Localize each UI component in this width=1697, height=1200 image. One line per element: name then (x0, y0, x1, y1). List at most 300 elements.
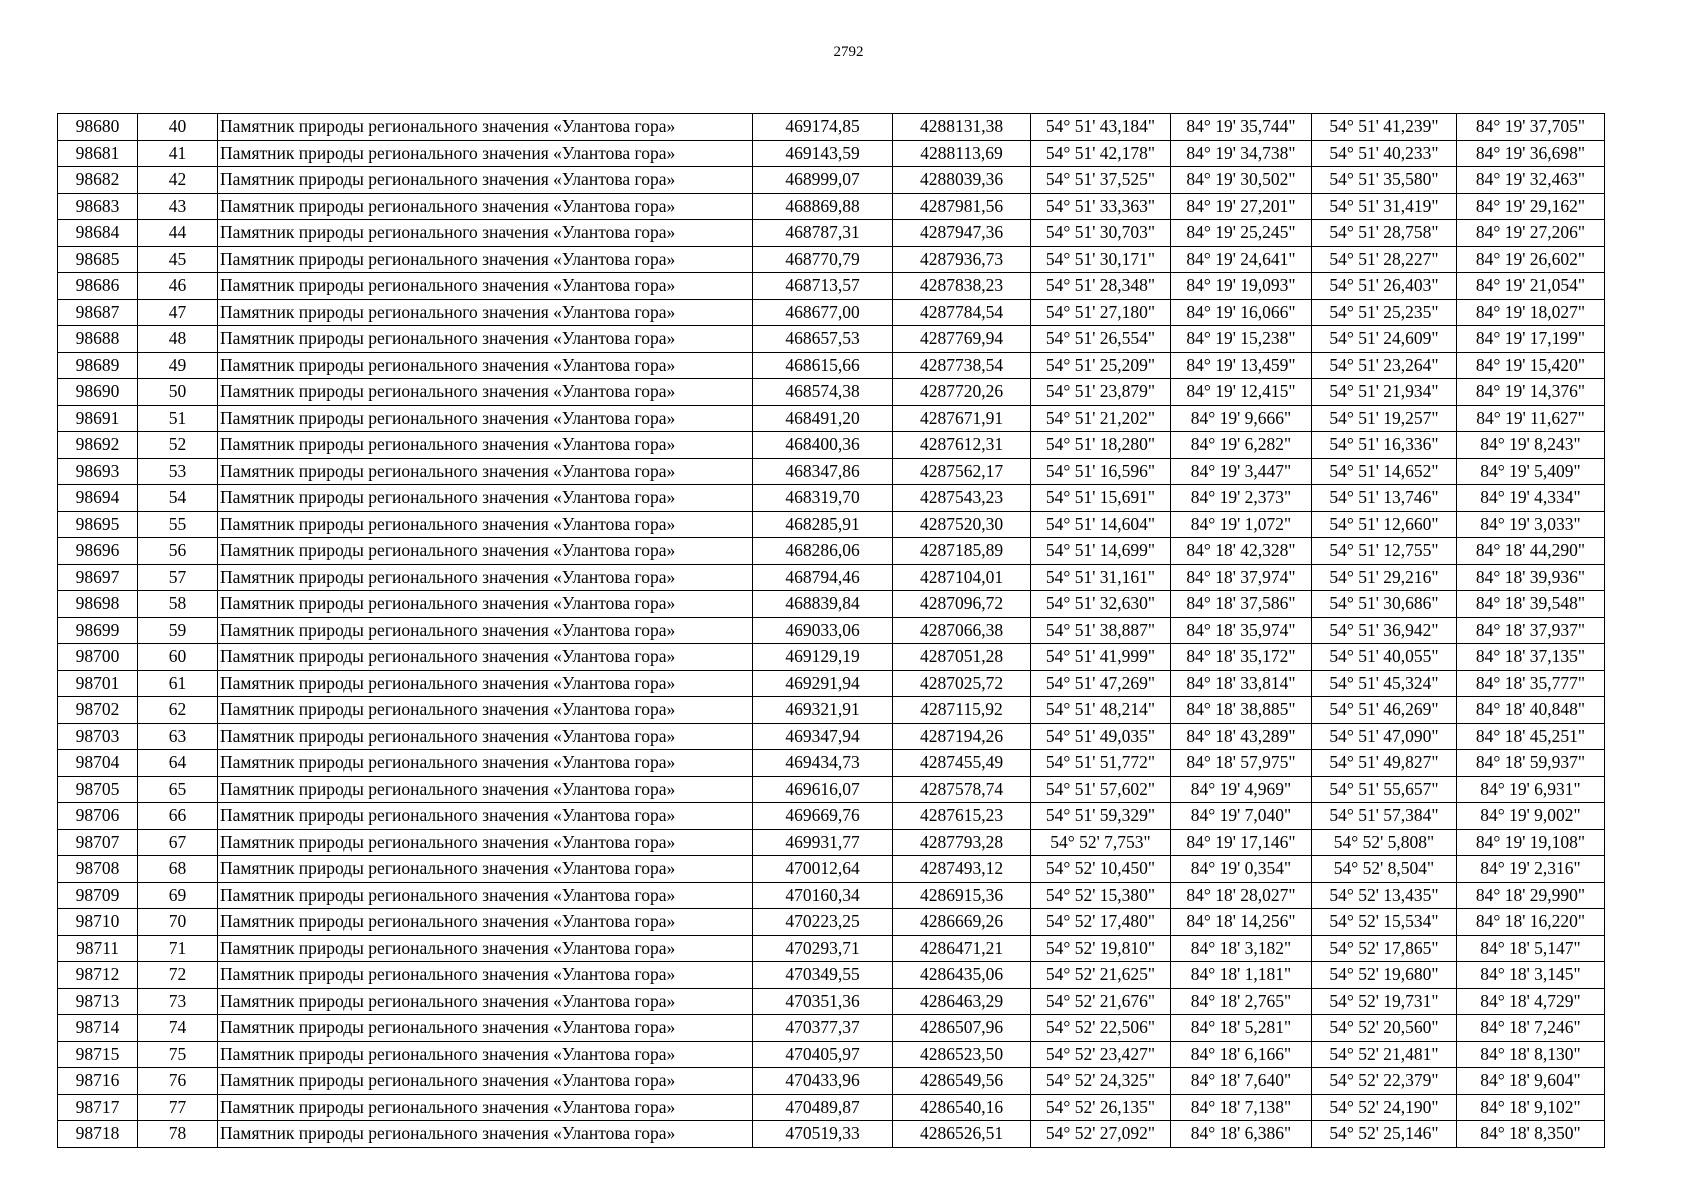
longitude-cell: 84° 19' 4,969" (1171, 776, 1312, 803)
record-number-cell: 98685 (58, 246, 138, 273)
object-name-cell: Памятник природы регионального значения «Улантова гора» (218, 114, 753, 141)
y-coordinate-cell: 4286549,56 (893, 1068, 1031, 1095)
x-coordinate-cell: 469174,85 (753, 114, 893, 141)
latitude-alt-cell: 54° 51' 25,235" (1312, 299, 1457, 326)
page-number: 2792 (833, 44, 864, 60)
longitude-alt-cell: 84° 18' 37,135" (1457, 644, 1605, 671)
y-coordinate-cell: 4286507,96 (893, 1015, 1031, 1042)
latitude-cell: 54° 51' 59,329" (1031, 803, 1171, 830)
x-coordinate-cell: 468839,84 (753, 591, 893, 618)
latitude-alt-cell: 54° 51' 49,827" (1312, 750, 1457, 777)
longitude-cell: 84° 19' 0,354" (1171, 856, 1312, 883)
point-number-cell: 58 (138, 591, 218, 618)
record-number-cell: 98704 (58, 750, 138, 777)
longitude-alt-cell: 84° 18' 44,290" (1457, 538, 1605, 565)
point-number-cell: 54 (138, 485, 218, 512)
record-number-cell: 98708 (58, 856, 138, 883)
latitude-alt-cell: 54° 52' 17,865" (1312, 935, 1457, 962)
longitude-cell: 84° 19' 24,641" (1171, 246, 1312, 273)
longitude-alt-cell: 84° 18' 29,990" (1457, 882, 1605, 909)
latitude-alt-cell: 54° 51' 28,227" (1312, 246, 1457, 273)
longitude-cell: 84° 19' 13,459" (1171, 352, 1312, 379)
latitude-alt-cell: 54° 52' 19,731" (1312, 988, 1457, 1015)
object-name-cell: Памятник природы регионального значения «Улантова гора» (218, 988, 753, 1015)
longitude-alt-cell: 84° 19' 2,316" (1457, 856, 1605, 883)
record-number-cell: 98699 (58, 617, 138, 644)
latitude-cell: 54° 52' 21,676" (1031, 988, 1171, 1015)
y-coordinate-cell: 4287936,73 (893, 246, 1031, 273)
x-coordinate-cell: 470405,97 (753, 1041, 893, 1068)
record-number-cell: 98701 (58, 670, 138, 697)
longitude-alt-cell: 84° 19' 27,206" (1457, 220, 1605, 247)
x-coordinate-cell: 468615,66 (753, 352, 893, 379)
point-number-cell: 43 (138, 193, 218, 220)
latitude-alt-cell: 54° 51' 30,686" (1312, 591, 1457, 618)
longitude-alt-cell: 84° 18' 35,777" (1457, 670, 1605, 697)
longitude-alt-cell: 84° 19' 37,705" (1457, 114, 1605, 141)
object-name-cell: Памятник природы регионального значения «Улантова гора» (218, 803, 753, 830)
longitude-cell: 84° 19' 2,373" (1171, 485, 1312, 512)
latitude-cell: 54° 52' 22,506" (1031, 1015, 1171, 1042)
longitude-cell: 84° 18' 28,027" (1171, 882, 1312, 909)
x-coordinate-cell: 468999,07 (753, 167, 893, 194)
coordinates-table-container (57, 113, 1604, 1148)
y-coordinate-cell: 4287543,23 (893, 485, 1031, 512)
x-coordinate-cell: 469616,07 (753, 776, 893, 803)
latitude-cell: 54° 51' 42,178" (1031, 140, 1171, 167)
latitude-alt-cell: 54° 51' 24,609" (1312, 326, 1457, 353)
point-number-cell: 47 (138, 299, 218, 326)
point-number-cell: 48 (138, 326, 218, 353)
record-number-cell: 98690 (58, 379, 138, 406)
y-coordinate-cell: 4287615,23 (893, 803, 1031, 830)
latitude-cell: 54° 52' 27,092" (1031, 1121, 1171, 1148)
record-number-cell: 98700 (58, 644, 138, 671)
longitude-cell: 84° 18' 7,640" (1171, 1068, 1312, 1095)
record-number-cell: 98682 (58, 167, 138, 194)
object-name-cell: Памятник природы регионального значения «Улантова гора» (218, 432, 753, 459)
longitude-alt-cell: 84° 18' 16,220" (1457, 909, 1605, 936)
point-number-cell: 60 (138, 644, 218, 671)
longitude-alt-cell: 84° 18' 39,936" (1457, 564, 1605, 591)
longitude-alt-cell: 84° 18' 9,604" (1457, 1068, 1605, 1095)
y-coordinate-cell: 4287981,56 (893, 193, 1031, 220)
longitude-cell: 84° 19' 30,502" (1171, 167, 1312, 194)
y-coordinate-cell: 4287455,49 (893, 750, 1031, 777)
longitude-cell: 84° 19' 12,415" (1171, 379, 1312, 406)
latitude-alt-cell: 54° 51' 45,324" (1312, 670, 1457, 697)
table-row (58, 273, 1605, 300)
y-coordinate-cell: 4287838,23 (893, 273, 1031, 300)
record-number-cell: 98705 (58, 776, 138, 803)
latitude-alt-cell: 54° 51' 55,657" (1312, 776, 1457, 803)
object-name-cell: Памятник природы регионального значения «Улантова гора» (218, 1041, 753, 1068)
longitude-cell: 84° 19' 25,245" (1171, 220, 1312, 247)
latitude-alt-cell: 54° 51' 23,264" (1312, 352, 1457, 379)
x-coordinate-cell: 468657,53 (753, 326, 893, 353)
point-number-cell: 67 (138, 829, 218, 856)
object-name-cell: Памятник природы регионального значения «Улантова гора» (218, 882, 753, 909)
latitude-cell: 54° 51' 21,202" (1031, 405, 1171, 432)
latitude-cell: 54° 51' 26,554" (1031, 326, 1171, 353)
table-row (58, 246, 1605, 273)
x-coordinate-cell: 470293,71 (753, 935, 893, 962)
latitude-cell: 54° 51' 37,525" (1031, 167, 1171, 194)
table-row (58, 326, 1605, 353)
x-coordinate-cell: 470349,55 (753, 962, 893, 989)
table-row (58, 644, 1605, 671)
x-coordinate-cell: 469143,59 (753, 140, 893, 167)
longitude-alt-cell: 84° 19' 21,054" (1457, 273, 1605, 300)
y-coordinate-cell: 4287562,17 (893, 458, 1031, 485)
object-name-cell: Памятник природы регионального значения «Улантова гора» (218, 1094, 753, 1121)
longitude-cell: 84° 19' 15,238" (1171, 326, 1312, 353)
record-number-cell: 98706 (58, 803, 138, 830)
latitude-cell: 54° 51' 16,596" (1031, 458, 1171, 485)
latitude-alt-cell: 54° 51' 31,419" (1312, 193, 1457, 220)
table-row (58, 829, 1605, 856)
y-coordinate-cell: 4287671,91 (893, 405, 1031, 432)
longitude-alt-cell: 84° 19' 9,002" (1457, 803, 1605, 830)
record-number-cell: 98714 (58, 1015, 138, 1042)
longitude-cell: 84° 18' 35,172" (1171, 644, 1312, 671)
record-number-cell: 98696 (58, 538, 138, 565)
record-number-cell: 98698 (58, 591, 138, 618)
object-name-cell: Памятник природы регионального значения «Улантова гора» (218, 564, 753, 591)
record-number-cell: 98716 (58, 1068, 138, 1095)
latitude-cell: 54° 51' 31,161" (1031, 564, 1171, 591)
object-name-cell: Памятник природы регионального значения «Улантова гора» (218, 697, 753, 724)
y-coordinate-cell: 4287066,38 (893, 617, 1031, 644)
y-coordinate-cell: 4286471,21 (893, 935, 1031, 962)
record-number-cell: 98697 (58, 564, 138, 591)
latitude-cell: 54° 52' 7,753" (1031, 829, 1171, 856)
x-coordinate-cell: 469347,94 (753, 723, 893, 750)
table-row (58, 379, 1605, 406)
table-row (58, 617, 1605, 644)
point-number-cell: 51 (138, 405, 218, 432)
x-coordinate-cell: 468491,20 (753, 405, 893, 432)
object-name-cell: Памятник природы регионального значения «Улантова гора» (218, 193, 753, 220)
record-number-cell: 98709 (58, 882, 138, 909)
latitude-cell: 54° 51' 30,171" (1031, 246, 1171, 273)
y-coordinate-cell: 4287115,92 (893, 697, 1031, 724)
longitude-cell: 84° 18' 57,975" (1171, 750, 1312, 777)
record-number-cell: 98717 (58, 1094, 138, 1121)
point-number-cell: 50 (138, 379, 218, 406)
latitude-alt-cell: 54° 51' 46,269" (1312, 697, 1457, 724)
point-number-cell: 75 (138, 1041, 218, 1068)
object-name-cell: Памятник природы регионального значения «Улантова гора» (218, 1015, 753, 1042)
x-coordinate-cell: 470160,34 (753, 882, 893, 909)
object-name-cell: Памятник природы регионального значения «Улантова гора» (218, 511, 753, 538)
table-row (58, 776, 1605, 803)
latitude-cell: 54° 51' 14,699" (1031, 538, 1171, 565)
y-coordinate-cell: 4288131,38 (893, 114, 1031, 141)
x-coordinate-cell: 470012,64 (753, 856, 893, 883)
x-coordinate-cell: 470519,33 (753, 1121, 893, 1148)
table-row (58, 591, 1605, 618)
point-number-cell: 41 (138, 140, 218, 167)
x-coordinate-cell: 470223,25 (753, 909, 893, 936)
latitude-alt-cell: 54° 51' 57,384" (1312, 803, 1457, 830)
longitude-cell: 84° 18' 33,814" (1171, 670, 1312, 697)
table-row (58, 458, 1605, 485)
object-name-cell: Памятник природы регионального значения «Улантова гора» (218, 273, 753, 300)
y-coordinate-cell: 4287793,28 (893, 829, 1031, 856)
point-number-cell: 66 (138, 803, 218, 830)
record-number-cell: 98702 (58, 697, 138, 724)
y-coordinate-cell: 4287520,30 (893, 511, 1031, 538)
point-number-cell: 52 (138, 432, 218, 459)
y-coordinate-cell: 4287096,72 (893, 591, 1031, 618)
point-number-cell: 73 (138, 988, 218, 1015)
latitude-cell: 54° 51' 51,772" (1031, 750, 1171, 777)
longitude-cell: 84° 19' 17,146" (1171, 829, 1312, 856)
record-number-cell: 98681 (58, 140, 138, 167)
longitude-cell: 84° 19' 16,066" (1171, 299, 1312, 326)
object-name-cell: Памятник природы регионального значения «Улантова гора» (218, 458, 753, 485)
object-name-cell: Памятник природы регионального значения «Улантова гора» (218, 246, 753, 273)
longitude-alt-cell: 84° 18' 40,848" (1457, 697, 1605, 724)
latitude-cell: 54° 51' 49,035" (1031, 723, 1171, 750)
latitude-cell: 54° 52' 26,135" (1031, 1094, 1171, 1121)
table-row (58, 988, 1605, 1015)
table-row (58, 909, 1605, 936)
longitude-alt-cell: 84° 18' 3,145" (1457, 962, 1605, 989)
latitude-cell: 54° 51' 41,999" (1031, 644, 1171, 671)
x-coordinate-cell: 468794,46 (753, 564, 893, 591)
table-row (58, 538, 1605, 565)
latitude-cell: 54° 51' 18,280" (1031, 432, 1171, 459)
x-coordinate-cell: 470489,87 (753, 1094, 893, 1121)
object-name-cell: Памятник природы регионального значения «Улантова гора» (218, 591, 753, 618)
latitude-alt-cell: 54° 51' 21,934" (1312, 379, 1457, 406)
object-name-cell: Памятник природы регионального значения «Улантова гора» (218, 538, 753, 565)
record-number-cell: 98695 (58, 511, 138, 538)
latitude-cell: 54° 51' 23,879" (1031, 379, 1171, 406)
longitude-cell: 84° 19' 7,040" (1171, 803, 1312, 830)
x-coordinate-cell: 469129,19 (753, 644, 893, 671)
object-name-cell: Памятник природы регионального значения «Улантова гора» (218, 326, 753, 353)
x-coordinate-cell: 470377,37 (753, 1015, 893, 1042)
longitude-alt-cell: 84° 19' 32,463" (1457, 167, 1605, 194)
longitude-alt-cell: 84° 18' 45,251" (1457, 723, 1605, 750)
longitude-alt-cell: 84° 19' 19,108" (1457, 829, 1605, 856)
y-coordinate-cell: 4286669,26 (893, 909, 1031, 936)
longitude-cell: 84° 19' 1,072" (1171, 511, 1312, 538)
point-number-cell: 45 (138, 246, 218, 273)
y-coordinate-cell: 4286526,51 (893, 1121, 1031, 1148)
object-name-cell: Памятник природы регионального значения «Улантова гора» (218, 379, 753, 406)
latitude-alt-cell: 54° 51' 13,746" (1312, 485, 1457, 512)
latitude-cell: 54° 51' 30,703" (1031, 220, 1171, 247)
y-coordinate-cell: 4287738,54 (893, 352, 1031, 379)
point-number-cell: 49 (138, 352, 218, 379)
latitude-alt-cell: 54° 52' 21,481" (1312, 1041, 1457, 1068)
latitude-alt-cell: 54° 52' 22,379" (1312, 1068, 1457, 1095)
table-row (58, 485, 1605, 512)
y-coordinate-cell: 4287493,12 (893, 856, 1031, 883)
y-coordinate-cell: 4287769,94 (893, 326, 1031, 353)
longitude-alt-cell: 84° 19' 29,162" (1457, 193, 1605, 220)
point-number-cell: 69 (138, 882, 218, 909)
longitude-cell: 84° 18' 38,885" (1171, 697, 1312, 724)
table-row (58, 167, 1605, 194)
object-name-cell: Памятник природы регионального значения «Улантова гора» (218, 167, 753, 194)
longitude-alt-cell: 84° 18' 37,937" (1457, 617, 1605, 644)
x-coordinate-cell: 470351,36 (753, 988, 893, 1015)
table-row (58, 697, 1605, 724)
x-coordinate-cell: 469291,94 (753, 670, 893, 697)
point-number-cell: 76 (138, 1068, 218, 1095)
object-name-cell: Памятник природы регионального значения «Улантова гора» (218, 856, 753, 883)
point-number-cell: 63 (138, 723, 218, 750)
longitude-cell: 84° 18' 2,765" (1171, 988, 1312, 1015)
longitude-alt-cell: 84° 18' 39,548" (1457, 591, 1605, 618)
record-number-cell: 98711 (58, 935, 138, 962)
y-coordinate-cell: 4286435,06 (893, 962, 1031, 989)
y-coordinate-cell: 4286523,50 (893, 1041, 1031, 1068)
latitude-cell: 54° 51' 14,604" (1031, 511, 1171, 538)
longitude-alt-cell: 84° 19' 15,420" (1457, 352, 1605, 379)
x-coordinate-cell: 468770,79 (753, 246, 893, 273)
point-number-cell: 61 (138, 670, 218, 697)
record-number-cell: 98694 (58, 485, 138, 512)
object-name-cell: Памятник природы регионального значения «Улантова гора» (218, 644, 753, 671)
point-number-cell: 68 (138, 856, 218, 883)
latitude-alt-cell: 54° 52' 25,146" (1312, 1121, 1457, 1148)
longitude-alt-cell: 84° 18' 59,937" (1457, 750, 1605, 777)
record-number-cell: 98710 (58, 909, 138, 936)
latitude-alt-cell: 54° 51' 12,660" (1312, 511, 1457, 538)
record-number-cell: 98713 (58, 988, 138, 1015)
table-body (58, 114, 1605, 1148)
x-coordinate-cell: 468285,91 (753, 511, 893, 538)
object-name-cell: Памятник природы регионального значения «Улантова гора» (218, 962, 753, 989)
longitude-alt-cell: 84° 18' 5,147" (1457, 935, 1605, 962)
table-row (58, 803, 1605, 830)
latitude-cell: 54° 52' 21,625" (1031, 962, 1171, 989)
longitude-cell: 84° 19' 9,666" (1171, 405, 1312, 432)
table-row (58, 220, 1605, 247)
longitude-cell: 84° 18' 6,386" (1171, 1121, 1312, 1148)
latitude-alt-cell: 54° 51' 40,233" (1312, 140, 1457, 167)
table-row (58, 114, 1605, 141)
record-number-cell: 98703 (58, 723, 138, 750)
latitude-cell: 54° 51' 38,887" (1031, 617, 1171, 644)
longitude-alt-cell: 84° 19' 6,931" (1457, 776, 1605, 803)
latitude-alt-cell: 54° 52' 8,504" (1312, 856, 1457, 883)
table-row (58, 962, 1605, 989)
longitude-cell: 84° 18' 3,182" (1171, 935, 1312, 962)
point-number-cell: 64 (138, 750, 218, 777)
longitude-alt-cell: 84° 19' 8,243" (1457, 432, 1605, 459)
longitude-cell: 84° 18' 6,166" (1171, 1041, 1312, 1068)
record-number-cell: 98688 (58, 326, 138, 353)
table-row (58, 352, 1605, 379)
point-number-cell: 42 (138, 167, 218, 194)
y-coordinate-cell: 4286915,36 (893, 882, 1031, 909)
latitude-cell: 54° 51' 47,269" (1031, 670, 1171, 697)
object-name-cell: Памятник природы регионального значения «Улантова гора» (218, 909, 753, 936)
object-name-cell: Памятник природы регионального значения «Улантова гора» (218, 220, 753, 247)
longitude-alt-cell: 84° 19' 11,627" (1457, 405, 1605, 432)
x-coordinate-cell: 469669,76 (753, 803, 893, 830)
point-number-cell: 71 (138, 935, 218, 962)
x-coordinate-cell: 469033,06 (753, 617, 893, 644)
longitude-cell: 84° 19' 19,093" (1171, 273, 1312, 300)
object-name-cell: Памятник природы регионального значения «Улантова гора» (218, 1068, 753, 1095)
longitude-alt-cell: 84° 19' 26,602" (1457, 246, 1605, 273)
table-row (58, 750, 1605, 777)
longitude-cell: 84° 19' 34,738" (1171, 140, 1312, 167)
latitude-cell: 54° 51' 48,214" (1031, 697, 1171, 724)
latitude-alt-cell: 54° 51' 28,758" (1312, 220, 1457, 247)
longitude-alt-cell: 84° 19' 4,334" (1457, 485, 1605, 512)
point-number-cell: 40 (138, 114, 218, 141)
record-number-cell: 98689 (58, 352, 138, 379)
latitude-alt-cell: 54° 51' 19,257" (1312, 405, 1457, 432)
y-coordinate-cell: 4287025,72 (893, 670, 1031, 697)
point-number-cell: 74 (138, 1015, 218, 1042)
x-coordinate-cell: 469434,73 (753, 750, 893, 777)
point-number-cell: 56 (138, 538, 218, 565)
longitude-alt-cell: 84° 18' 8,130" (1457, 1041, 1605, 1068)
point-number-cell: 53 (138, 458, 218, 485)
coordinates-table (57, 113, 1605, 1148)
point-number-cell: 62 (138, 697, 218, 724)
x-coordinate-cell: 468347,86 (753, 458, 893, 485)
x-coordinate-cell: 468286,06 (753, 538, 893, 565)
longitude-alt-cell: 84° 18' 8,350" (1457, 1121, 1605, 1148)
y-coordinate-cell: 4287104,01 (893, 564, 1031, 591)
table-row (58, 193, 1605, 220)
table-row (58, 564, 1605, 591)
object-name-cell: Памятник природы регионального значения «Улантова гора» (218, 935, 753, 962)
longitude-cell: 84° 19' 6,282" (1171, 432, 1312, 459)
longitude-cell: 84° 18' 43,289" (1171, 723, 1312, 750)
latitude-cell: 54° 51' 57,602" (1031, 776, 1171, 803)
point-number-cell: 77 (138, 1094, 218, 1121)
record-number-cell: 98683 (58, 193, 138, 220)
x-coordinate-cell: 468869,88 (753, 193, 893, 220)
point-number-cell: 78 (138, 1121, 218, 1148)
x-coordinate-cell: 468677,00 (753, 299, 893, 326)
longitude-alt-cell: 84° 19' 14,376" (1457, 379, 1605, 406)
longitude-alt-cell: 84° 18' 9,102" (1457, 1094, 1605, 1121)
x-coordinate-cell: 470433,96 (753, 1068, 893, 1095)
latitude-alt-cell: 54° 52' 20,560" (1312, 1015, 1457, 1042)
longitude-cell: 84° 19' 35,744" (1171, 114, 1312, 141)
latitude-alt-cell: 54° 52' 19,680" (1312, 962, 1457, 989)
longitude-cell: 84° 18' 42,328" (1171, 538, 1312, 565)
y-coordinate-cell: 4288039,36 (893, 167, 1031, 194)
object-name-cell: Памятник природы регионального значения «Улантова гора» (218, 299, 753, 326)
x-coordinate-cell: 469321,91 (753, 697, 893, 724)
longitude-alt-cell: 84° 19' 17,199" (1457, 326, 1605, 353)
latitude-alt-cell: 54° 51' 47,090" (1312, 723, 1457, 750)
latitude-cell: 54° 51' 28,348" (1031, 273, 1171, 300)
latitude-alt-cell: 54° 52' 24,190" (1312, 1094, 1457, 1121)
latitude-cell: 54° 52' 23,427" (1031, 1041, 1171, 1068)
y-coordinate-cell: 4287720,26 (893, 379, 1031, 406)
latitude-alt-cell: 54° 51' 16,336" (1312, 432, 1457, 459)
latitude-cell: 54° 51' 25,209" (1031, 352, 1171, 379)
point-number-cell: 72 (138, 962, 218, 989)
x-coordinate-cell: 468319,70 (753, 485, 893, 512)
table-row (58, 1068, 1605, 1095)
